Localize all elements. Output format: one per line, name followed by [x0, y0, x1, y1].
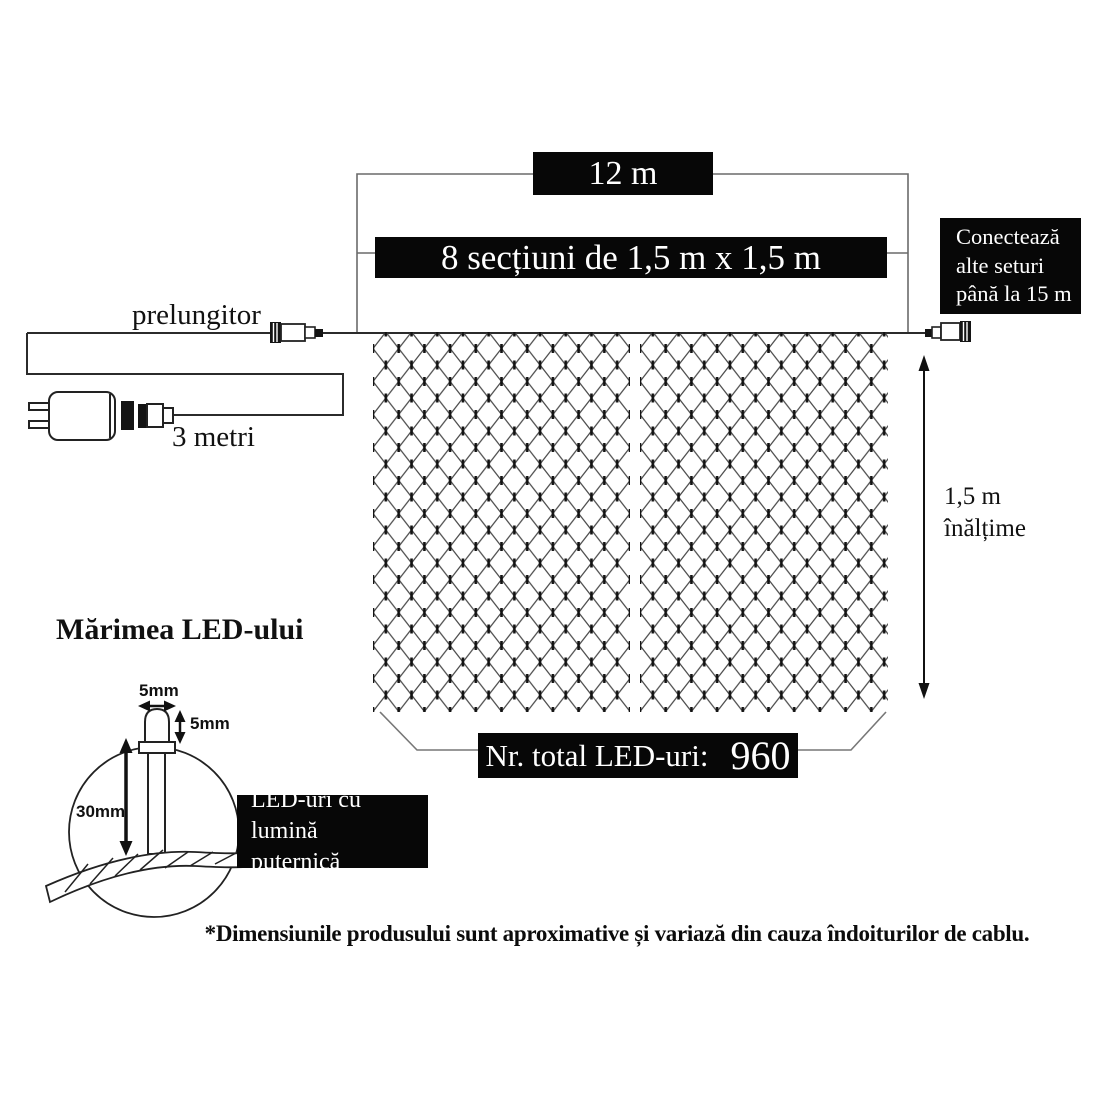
end-connector-icon [925, 321, 971, 342]
total-leds-label: Nr. total LED-uri: [485, 737, 709, 773]
total-leds-box [478, 733, 798, 778]
led-callout-line2: puternică [251, 849, 341, 876]
twisted-cable-icon [46, 850, 266, 902]
connect-line2: alte seturi [956, 252, 1045, 278]
power-plug-icon [29, 392, 173, 440]
net-panel-left [373, 332, 630, 712]
connect-line1: Conectează [956, 224, 1060, 250]
extension-label: prelungitor [132, 299, 261, 331]
bulb-length-arrow [120, 738, 133, 856]
total-width-box [533, 152, 713, 195]
disclaimer-text: *Dimensiunile produsului sunt aproximative și variază din cauza îndoiturilor de cablu. [204, 921, 1030, 946]
bulb-cap-height-label: 5mm [190, 714, 230, 733]
bulb-length-label: 30mm [76, 802, 126, 821]
bulb-diameter-label: 5mm [139, 681, 179, 700]
total-width-label: 12 m [588, 154, 658, 192]
led-callout-line1: LED-uri cu lumină [251, 786, 361, 844]
net-panel-right [640, 332, 888, 712]
total-leds-value: 960 [730, 733, 791, 778]
led-size-title: Mărimea LED-ului [56, 613, 304, 646]
power-cable-label: 3 metri [172, 421, 255, 453]
height-value: 1,5 m [944, 483, 1001, 510]
callout-line-left [380, 712, 478, 750]
sections-label: 8 secțiuni de 1,5 m x 1,5 m [440, 237, 822, 277]
callout-line-right [798, 712, 886, 750]
connect-line3: până la 15 m [956, 281, 1072, 307]
height-arrow [919, 355, 930, 699]
sections-box [375, 237, 887, 278]
connect-sets-box [940, 218, 1081, 314]
height-word: înălțime [944, 515, 1026, 542]
bulb-cap-arrow [175, 710, 186, 744]
extension-connector-icon [270, 322, 323, 343]
height-label [944, 481, 1026, 545]
led-callout-box [237, 786, 428, 876]
